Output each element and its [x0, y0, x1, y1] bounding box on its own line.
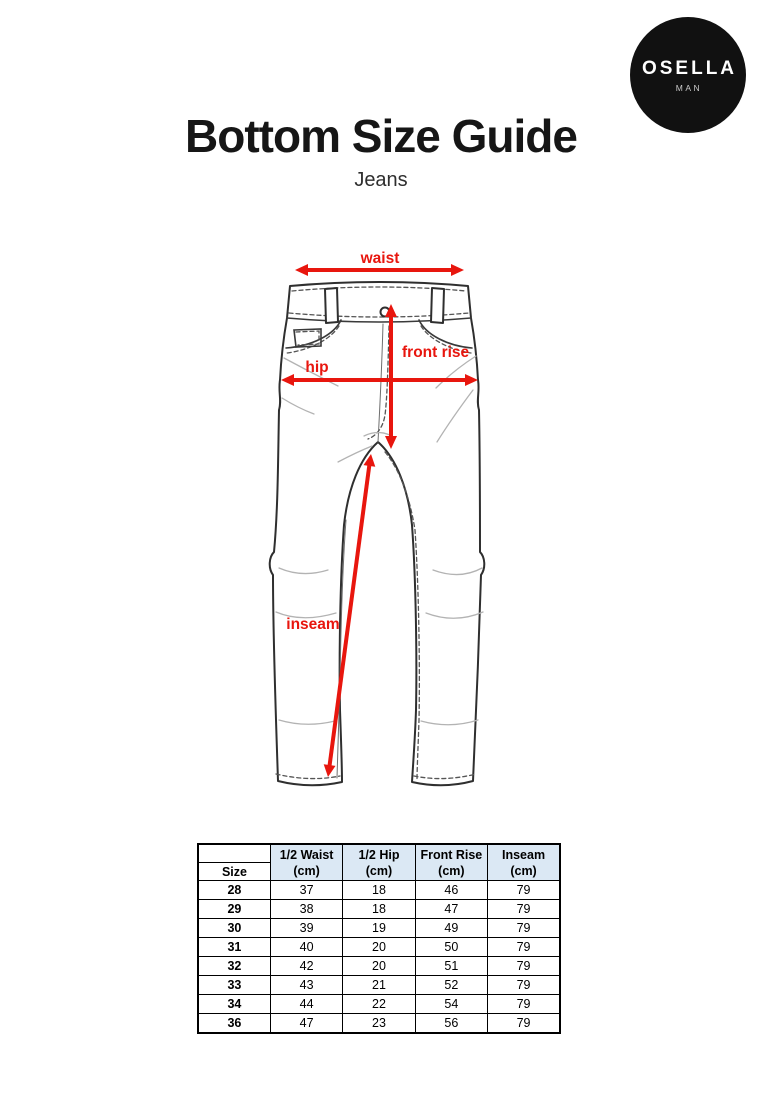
value-cell: 43	[270, 976, 342, 995]
hip-label: hip	[305, 359, 329, 376]
front-rise-label: front rise	[402, 344, 470, 361]
size-cell: 34	[198, 995, 270, 1014]
table-row	[198, 976, 560, 995]
inseam-label: inseam	[286, 616, 340, 633]
brand-tagline: MAN	[675, 82, 703, 93]
value-cell: 79	[488, 919, 560, 938]
value-cell: 20	[343, 938, 415, 957]
value-cell: 40	[270, 938, 342, 957]
col-header-half-hip: 1/2 Hip (cm)	[343, 844, 415, 881]
size-table-body	[198, 881, 560, 1034]
size-cell: 28	[198, 881, 270, 900]
value-cell: 20	[343, 957, 415, 976]
size-header-spacer	[198, 844, 270, 863]
belt-loop-right	[431, 288, 444, 323]
value-cell: 22	[343, 995, 415, 1014]
value-cell: 47	[270, 1014, 342, 1034]
value-cell: 50	[415, 938, 487, 957]
value-cell: 79	[488, 995, 560, 1014]
page-subtitle: Jeans	[354, 169, 408, 192]
value-cell: 79	[488, 881, 560, 900]
value-cell: 18	[343, 881, 415, 900]
value-cell: 39	[270, 919, 342, 938]
page-header	[0, 112, 762, 192]
size-cell: 33	[198, 976, 270, 995]
value-cell: 18	[343, 900, 415, 919]
value-cell: 51	[415, 957, 487, 976]
size-table-header	[198, 844, 560, 881]
col-header-half-waist: 1/2 Waist (cm)	[270, 844, 342, 881]
value-cell: 52	[415, 976, 487, 995]
value-cell: 56	[415, 1014, 487, 1034]
size-cell: 31	[198, 938, 270, 957]
col-header-size: Size	[198, 863, 270, 881]
table-row	[198, 900, 560, 919]
value-cell: 79	[488, 976, 560, 995]
value-cell: 46	[415, 881, 487, 900]
table-row	[198, 881, 560, 900]
table-row	[198, 919, 560, 938]
col-header-front-rise: Front Rise (cm)	[415, 844, 487, 881]
belt-loop-left	[325, 288, 338, 323]
value-cell: 42	[270, 957, 342, 976]
jeans-measurement-diagram	[240, 230, 530, 810]
value-cell: 79	[488, 900, 560, 919]
waist-label: waist	[360, 250, 400, 267]
value-cell: 79	[488, 1014, 560, 1034]
size-cell: 32	[198, 957, 270, 976]
value-cell: 79	[488, 938, 560, 957]
brand-name: OSELLA	[641, 57, 738, 79]
col-header-inseam: Inseam (cm)	[488, 844, 560, 881]
table-row	[198, 938, 560, 957]
value-cell: 79	[488, 957, 560, 976]
value-cell: 54	[415, 995, 487, 1014]
table-row	[198, 957, 560, 976]
table-row	[198, 1014, 560, 1034]
value-cell: 49	[415, 919, 487, 938]
size-cell: 36	[198, 1014, 270, 1034]
value-cell: 44	[270, 995, 342, 1014]
page-title: Bottom Size Guide	[185, 110, 577, 162]
value-cell: 19	[343, 919, 415, 938]
size-table	[197, 843, 561, 1034]
table-row	[198, 995, 560, 1014]
size-cell: 30	[198, 919, 270, 938]
value-cell: 21	[343, 976, 415, 995]
size-cell: 29	[198, 900, 270, 919]
value-cell: 23	[343, 1014, 415, 1034]
value-cell: 38	[270, 900, 342, 919]
value-cell: 47	[415, 900, 487, 919]
value-cell: 37	[270, 881, 342, 900]
waist-arrow	[295, 250, 464, 276]
